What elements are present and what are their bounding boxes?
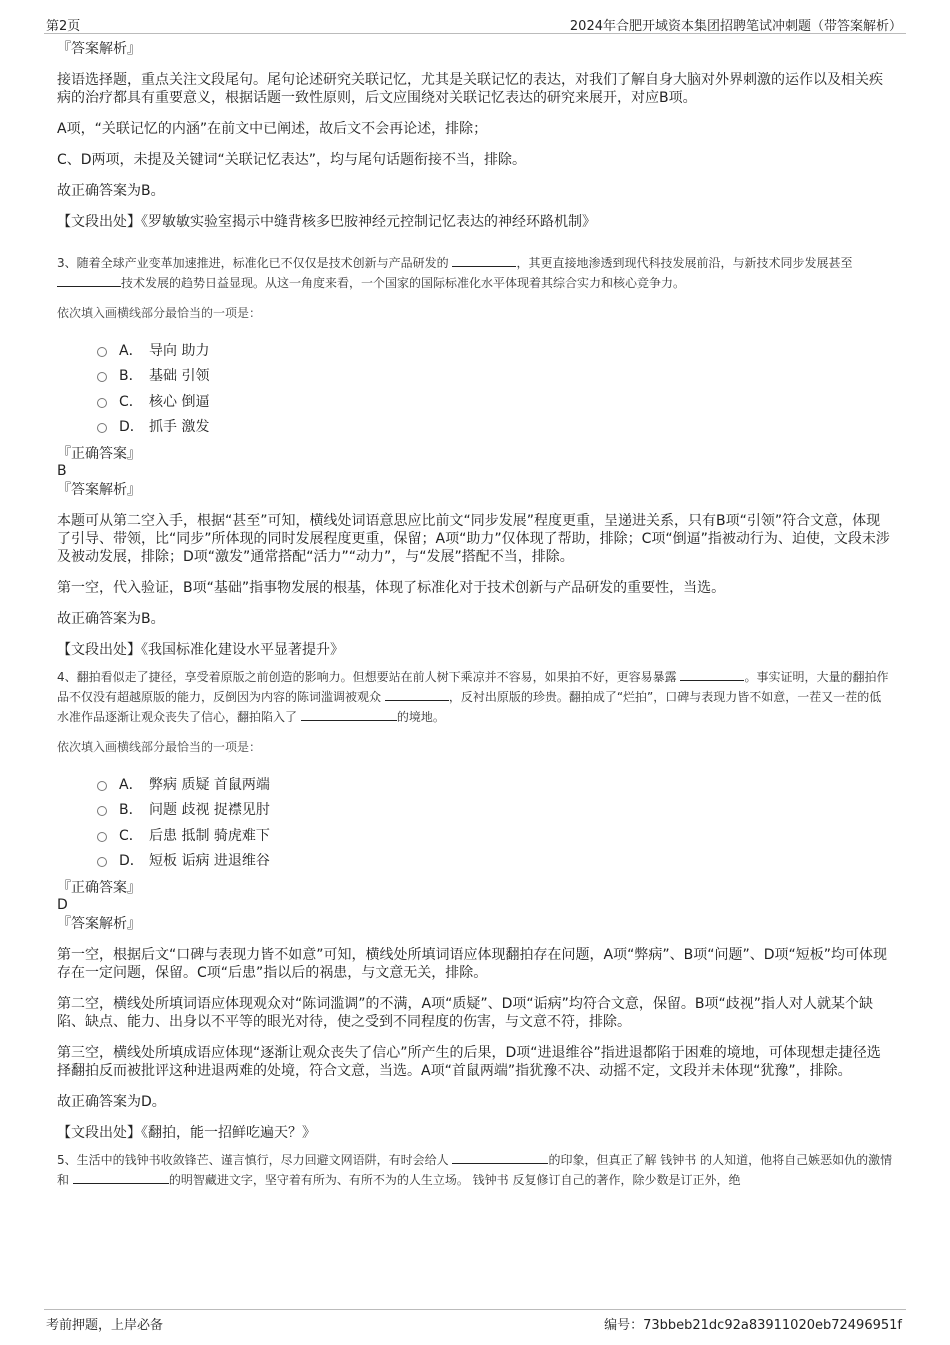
option-c[interactable]: C． 后患 抵制 骑虎难下 xyxy=(97,822,893,848)
analysis-paragraph: 第二空，横线处所填词语应体现观众对“陈词滥调”的不满，A项“质疑”、D项“诟病”均符合文意，保留。B项“歧视”指人对人就某个缺陷、缺点、能力、出身以不平等的眼光对待，使之受到不同程度的伤害，与文意不符，排除。 xyxy=(57,996,873,1030)
option-d[interactable]: D． 抓手 激发 xyxy=(97,414,893,440)
analysis-paragraph: 故正确答案为B。 xyxy=(57,183,165,199)
option-list xyxy=(97,771,893,873)
radio-icon[interactable] xyxy=(97,423,107,433)
header-divider xyxy=(44,33,906,34)
question-3 xyxy=(57,253,893,659)
radio-icon[interactable] xyxy=(97,398,107,408)
source-citation: 【文段出处】《罗敏敏实验室揭示中缝背核多巴胺神经元控制记忆表达的神经环路机制》 xyxy=(57,214,596,230)
analysis-paragraph: A项，“关联记忆的内涵”在前文中已阐述，故后文不会再论述，排除； xyxy=(57,121,488,137)
document-title: 2024年合肥开域资本集团招聘笔试冲刺题（带答案解析） xyxy=(569,19,902,34)
analysis-label: 『答案解析』 xyxy=(57,916,141,932)
analysis-paragraph: 第三空，横线处所填成语应体现“逐渐让观众丧失了信心”所产生的后果，D项“进退维谷”指进退都陷于困难的境地，可体现想走捷径选择翻拍反而被批评这种进退两难的处境，符合文意，当选。A项“首鼠两端”指犹豫不决、动摇不定，文段并未体现“犹豫”，排除。 xyxy=(57,1045,881,1079)
source-citation: 【文段出处】《我国标准化建设水平显著提升》 xyxy=(57,642,344,658)
radio-icon[interactable] xyxy=(97,347,107,357)
option-c[interactable]: C． 核心 倒逼 xyxy=(97,388,893,414)
analysis-label: 『答案解析』 xyxy=(57,482,141,498)
fill-blank xyxy=(452,254,516,267)
fill-blank xyxy=(385,688,449,701)
option-d[interactable]: D． 短板 诟病 进退维谷 xyxy=(97,848,893,874)
question-4 xyxy=(57,667,893,1142)
correct-answer: B xyxy=(57,463,67,479)
analysis-label: 『答案解析』 xyxy=(57,41,141,57)
radio-icon[interactable] xyxy=(97,857,107,867)
question-prompt: 依次填入画横线部分最恰当的一项是： xyxy=(57,740,262,754)
fill-blank xyxy=(452,1151,548,1164)
question-5 xyxy=(57,1150,893,1190)
radio-icon[interactable] xyxy=(97,832,107,842)
correct-answer-label: 『正确答案』 xyxy=(57,880,141,896)
page-number: 第2页 xyxy=(46,19,81,34)
q4-analysis xyxy=(57,915,893,1142)
analysis-paragraph: 接语选择题，重点关注文段尾句。尾句论述研究关联记忆，尤其是关联记忆的表达，对我们了解自身大脑对外界刺激的运作以及相关疾病的治疗都具有重要意义，根据话题一致性原则，后文应围绕对关联记忆表达的研究来展开，对应B项。 xyxy=(57,72,883,106)
question-text: 4、翻拍看似走了捷径，享受着原版之前创造的影响力。但想要站在前人树下乘凉并不容易，如果拍不好，更容易暴露 。事实证明，大量的翻拍作品不仅没有超越原版的能力，反倒因为内容的陈词滥调被观众 ，反衬出原版的珍贵。翻拍成了“烂拍”，口碑与表现力皆不如意，一茬又一茬的低水准作品逐渐让观众丧失了信心，翻拍陷入了 的境地。 xyxy=(57,670,889,724)
radio-icon[interactable] xyxy=(97,806,107,816)
footer-divider xyxy=(44,1309,906,1310)
option-list xyxy=(97,337,893,439)
footer-slogan: 考前押题，上岸必备 xyxy=(46,1318,164,1333)
source-citation: 【文段出处】《翻拍，能一招鲜吃遍天？》 xyxy=(57,1125,316,1141)
q2-analysis xyxy=(57,40,893,231)
correct-answer: D xyxy=(57,897,68,913)
option-b[interactable]: B． 问题 歧视 捉襟见肘 xyxy=(97,797,893,823)
analysis-paragraph: C、D两项，未提及关键词“关联记忆表达”，均与尾句话题衔接不当，排除。 xyxy=(57,152,527,168)
document-body xyxy=(57,40,893,1190)
fill-blank xyxy=(73,1171,169,1184)
q3-analysis xyxy=(57,481,893,659)
document-id: 编号：73bbeb21dc92a83911020eb72496951f xyxy=(604,1318,902,1333)
option-a[interactable]: A． 导向 助力 xyxy=(97,337,893,363)
analysis-paragraph: 故正确答案为B。 xyxy=(57,611,165,627)
fill-blank xyxy=(57,274,121,287)
option-a[interactable]: A． 弊病 质疑 首鼠两端 xyxy=(97,771,893,797)
analysis-paragraph: 本题可从第二空入手，根据“甚至”可知，横线处词语意思应比前文“同步发展”程度更重，呈递进关系，只有B项“引领”符合文意，体现了引导、带领，比“同步”所体现的同时发展程度更重，保留；A项“助力”仅体现了帮助，排除；C项“倒逼”指被动行为、迫使，文段未涉及被动发展，排除；D项“激发”通常搭配“活力”“动力”，与“发展”搭配不当，排除。 xyxy=(57,513,890,565)
analysis-paragraph: 故正确答案为D。 xyxy=(57,1094,166,1110)
radio-icon[interactable] xyxy=(97,372,107,382)
fill-blank xyxy=(301,708,397,721)
option-b[interactable]: B． 基础 引领 xyxy=(97,363,893,389)
question-text: 3、随着全球产业变革加速推进，标准化已不仅仅是技术创新与产品研发的 ，其更直接地渗透到现代科技发展前沿，与新技术同步发展甚至 技术发展的趋势日益显现。从这一角度来看，一个国家的国际标准化水平体现着其综合实力和核心竞争力。 xyxy=(57,256,853,290)
radio-icon[interactable] xyxy=(97,781,107,791)
question-prompt: 依次填入画横线部分最恰当的一项是： xyxy=(57,306,262,320)
analysis-paragraph: 第一空，代入验证，B项“基础”指事物发展的根基，体现了标准化对于技术创新与产品研发的重要性，当选。 xyxy=(57,580,726,596)
fill-blank xyxy=(680,668,744,681)
analysis-paragraph: 第一空，根据后文“口碑与表现力皆不如意”可知，横线处所填词语应体现翻拍存在问题，A项“弊病”、B项“问题”、D项“短板”均可体现存在一定问题，保留。C项“后患”指以后的祸患，与文意无关，排除。 xyxy=(57,947,887,981)
correct-answer-label: 『正确答案』 xyxy=(57,446,141,462)
question-text: 5、生活中的钱钟书收敛锋芒、谨言慎行，尽力回避文网语阱，有时会给人 的印象，但真正了解 钱钟书 的人知道，他将自己嫉恶如仇的激情和 的明智藏进文字，坚守着有所为、有所不为的人生立场。 钱钟书 反复修订自己的著作，除少数是订正外，绝 xyxy=(57,1153,893,1187)
